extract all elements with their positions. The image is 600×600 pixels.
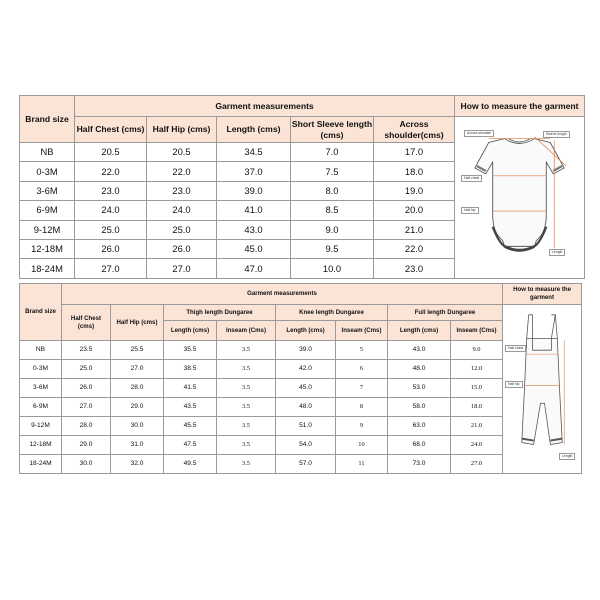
dungaree-measure-diagram: [503, 305, 582, 474]
bodysuit-measure-diagram: [455, 117, 585, 279]
half-hip-tag: Half hip: [505, 381, 523, 388]
col-across-shoulder: Across shoulder(cms): [374, 117, 455, 143]
thigh-inseam-col: Inseam (Cms): [217, 321, 276, 341]
across-shoulder-tag: Across shoulder: [464, 130, 494, 137]
how-to-measure-header: How to measure the garment: [455, 96, 585, 117]
thigh-length-group: Thigh length Dungaree: [164, 305, 276, 321]
table-row: 3-6M 26.0 28.0 41.5 3.5 45.0 7 53.0 15.0: [20, 379, 582, 398]
table-row: 12-18M 26.0 26.0 45.0 9.5 22.0: [20, 239, 585, 258]
brand-size-header: Brand size: [20, 96, 75, 143]
table-row: 3-6M 23.0 23.0 39.0 8.0 19.0: [20, 181, 585, 200]
table-row: 18-24M 30.0 32.0 49.5 3.5 57.0 11 73.0 27.0: [20, 455, 582, 474]
length-tag: Length: [559, 453, 575, 460]
length-tag: Length: [549, 249, 565, 256]
half-chest-tag: Half chest: [505, 345, 526, 352]
col-half-chest: Half Chest (cms): [62, 305, 111, 341]
half-chest-tag: Half chest: [461, 175, 482, 182]
garment-measurements-header: Garment measurements: [62, 284, 503, 305]
garment-measurements-header: Garment measurements: [75, 96, 455, 117]
knee-length-col: Length (cms): [276, 321, 336, 341]
half-hip-tag: Half hip: [461, 207, 479, 214]
table-row: NB 20.5 20.5 34.5 7.0 17.0: [20, 143, 585, 162]
full-inseam-col: Inseam (Cms): [451, 321, 503, 341]
table-row: 6-9M 24.0 24.0 41.0 8.5 20.0: [20, 201, 585, 220]
thigh-length-col: Length (cms): [164, 321, 217, 341]
bodysuit-size-table: [19, 95, 585, 279]
table-row: 0-3M 25.0 27.0 38.5 3.5 42.0 6 48.0 12.0: [20, 360, 582, 379]
col-length: Length (cms): [217, 117, 291, 143]
table-row: 9-12M 28.0 30.0 45.5 3.5 51.0 9 63.0 21.0: [20, 417, 582, 436]
knee-inseam-col: Inseam (Cms): [336, 321, 388, 341]
table-row: 0-3M 22.0 22.0 37.0 7.5 18.0: [20, 162, 585, 181]
table-row: 18-24M 27.0 27.0 47.0 10.0 23.0: [20, 259, 585, 278]
sleeve-length-tag: Sleeve length: [543, 131, 570, 138]
col-half-chest: Half Chest (cms): [75, 117, 147, 143]
knee-length-group: Knee length Dungaree: [276, 305, 388, 321]
dungaree-size-table: [19, 283, 582, 474]
table-row: 6-9M 27.0 29.0 43.5 3.5 48.0 8 58.0 18.0: [20, 398, 582, 417]
full-length-group: Full length Dungaree: [388, 305, 503, 321]
table-row: 12-18M 29.0 31.0 47.5 3.5 54.0 10 68.0 24.0: [20, 436, 582, 455]
how-to-measure-header: How to measure the garment: [503, 284, 582, 305]
brand-size-header: Brand size: [20, 284, 62, 341]
table-row: 9-12M 25.0 25.0 43.0 9.0 21.0: [20, 220, 585, 239]
col-half-hip: Half Hip (cms): [111, 305, 164, 341]
col-half-hip: Half Hip (cms): [147, 117, 217, 143]
dungaree-illustration: [503, 305, 581, 473]
col-sleeve-length: Short Sleeve length (cms): [291, 117, 374, 143]
full-length-col: Length (cms): [388, 321, 451, 341]
table-row: NB 23.5 25.5 35.5 3.5 39.0 5 43.0 9.0: [20, 341, 582, 360]
